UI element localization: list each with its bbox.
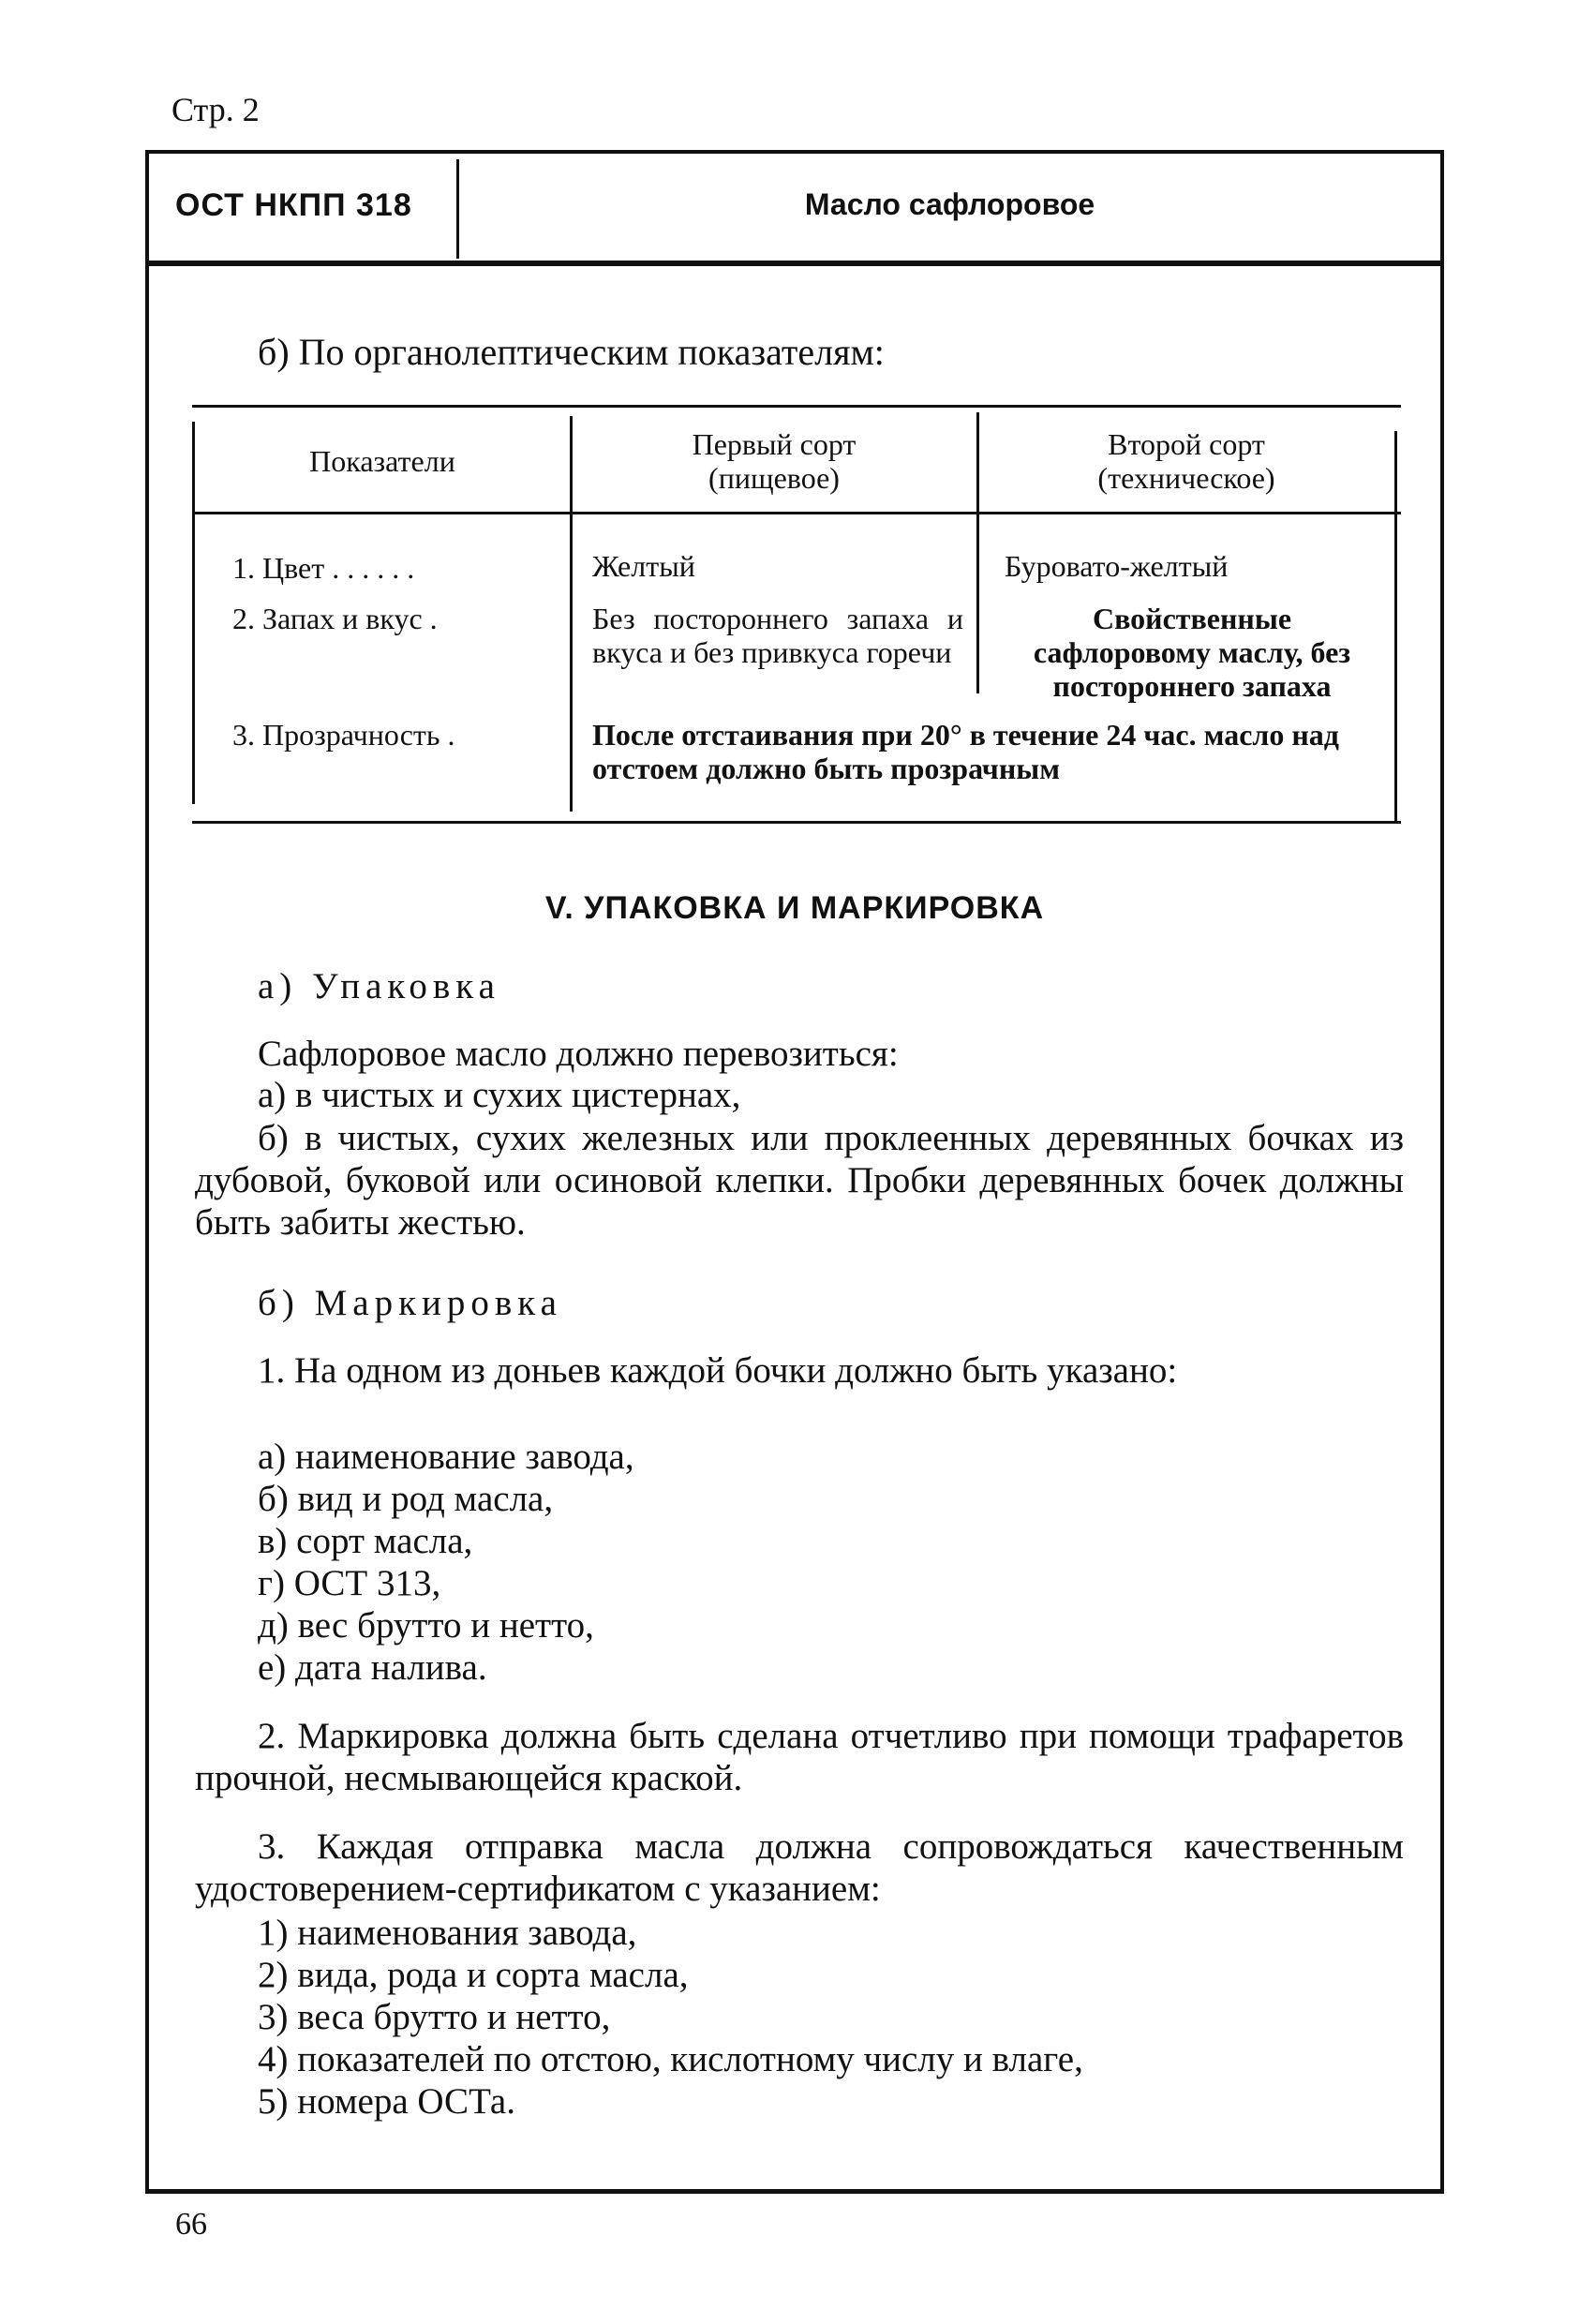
header-bottom-rule bbox=[145, 261, 1444, 266]
table-cell: Буровато-желтый bbox=[1005, 549, 1229, 583]
table-row-label: 2. Запах и вкус . bbox=[232, 602, 438, 635]
list-item: в) сорт масла, bbox=[258, 1521, 473, 1561]
packing-intro: Сафлоровое масло должно перевозиться: bbox=[258, 1034, 899, 1074]
list-item: 3) веса брутто и нетто, bbox=[258, 1997, 611, 2037]
table-header-rule bbox=[192, 512, 1401, 514]
list-item: 2) вида, рода и сорта масла, bbox=[258, 1955, 689, 1995]
frame-right-rule bbox=[1440, 150, 1444, 2193]
list-item: е) дата налива. bbox=[258, 1647, 487, 1688]
list-item: д) вес брутто и нетто, bbox=[258, 1605, 594, 1646]
table-header-indicators: Показатели bbox=[309, 444, 455, 478]
table-header-second-grade: Второй сорт (техническое) bbox=[1097, 427, 1275, 495]
marking-paragraph: 1. На одном из доньев каждой бочки должно быть указано: bbox=[258, 1350, 1178, 1391]
frame-bottom-rule bbox=[145, 2189, 1444, 2194]
list-item: 5) номера ОСТа. bbox=[258, 2081, 515, 2122]
table-left-rule bbox=[192, 422, 195, 804]
table-right-rule bbox=[1394, 431, 1397, 821]
list-item: г) ОСТ 313, bbox=[258, 1563, 441, 1603]
table-row-label: 3. Прозрачность . bbox=[232, 718, 455, 752]
list-item: 4) показателей по отстою, кислотному числу и влаге, bbox=[258, 2039, 1083, 2079]
packing-item: а) в чистых и сухих цистернах, bbox=[258, 1075, 741, 1115]
packing-heading: а) Упаковка bbox=[258, 966, 500, 1006]
table-cell: Без постороннего запаха и вкуса и без привкуса горечи bbox=[592, 602, 963, 669]
table-top-rule bbox=[192, 405, 1401, 408]
page-number: 66 bbox=[175, 2207, 207, 2242]
table-header-first-grade: Первый сорт (пищевое) bbox=[692, 427, 857, 495]
list-item: а) наименование завода, bbox=[258, 1437, 634, 1477]
list-item: б) вид и род масла, bbox=[258, 1479, 554, 1519]
table-col1-rule bbox=[570, 416, 573, 812]
standard-code: ОСТ НКПП 318 bbox=[175, 187, 412, 223]
frame-left-rule bbox=[145, 150, 149, 2193]
document-title: Масло сафлоровое bbox=[804, 187, 1095, 221]
marking-heading: б) Маркировка bbox=[258, 1283, 562, 1323]
frame-top-rule bbox=[145, 150, 1444, 154]
table-cell: Свойственные сафлоровому маслу, без постороннего запаха bbox=[1033, 602, 1351, 703]
section-title: V. УПАКОВКА И МАРКИРОВКА bbox=[544, 890, 1045, 926]
marking-paragraph: 3. Каждая отправка масла должна сопровождаться качественным удостоверением-сертификатом с указанием: bbox=[195, 1826, 1404, 1909]
packing-item: б) в чистых, сухих железных или проклеенных деревянных бочках из дубовой, буковой или осиновой клепки. Пробки деревянных бочек должны быть забиты жестью. bbox=[195, 1118, 1404, 1243]
table-cell: Желтый bbox=[592, 549, 695, 583]
page-label: Стр. 2 bbox=[171, 91, 260, 128]
table-col2-rule bbox=[976, 412, 979, 693]
table-row-label: 1. Цвет . . . . . . bbox=[232, 551, 415, 585]
list-item: 1) наименования завода, bbox=[258, 1913, 637, 1953]
table-bottom-rule bbox=[192, 821, 1401, 824]
marking-paragraph: 2. Маркировка должна быть сделана отчетливо при помощи трафаретов прочной, несмывающейся краской. bbox=[195, 1716, 1404, 1798]
organoleptic-subheading: б) По органолептическим показателям: bbox=[258, 331, 885, 373]
table-cell-merged: После отстаивания при 20° в течение 24 час. масло над отстоем должно быть прозрачным bbox=[592, 718, 1339, 785]
